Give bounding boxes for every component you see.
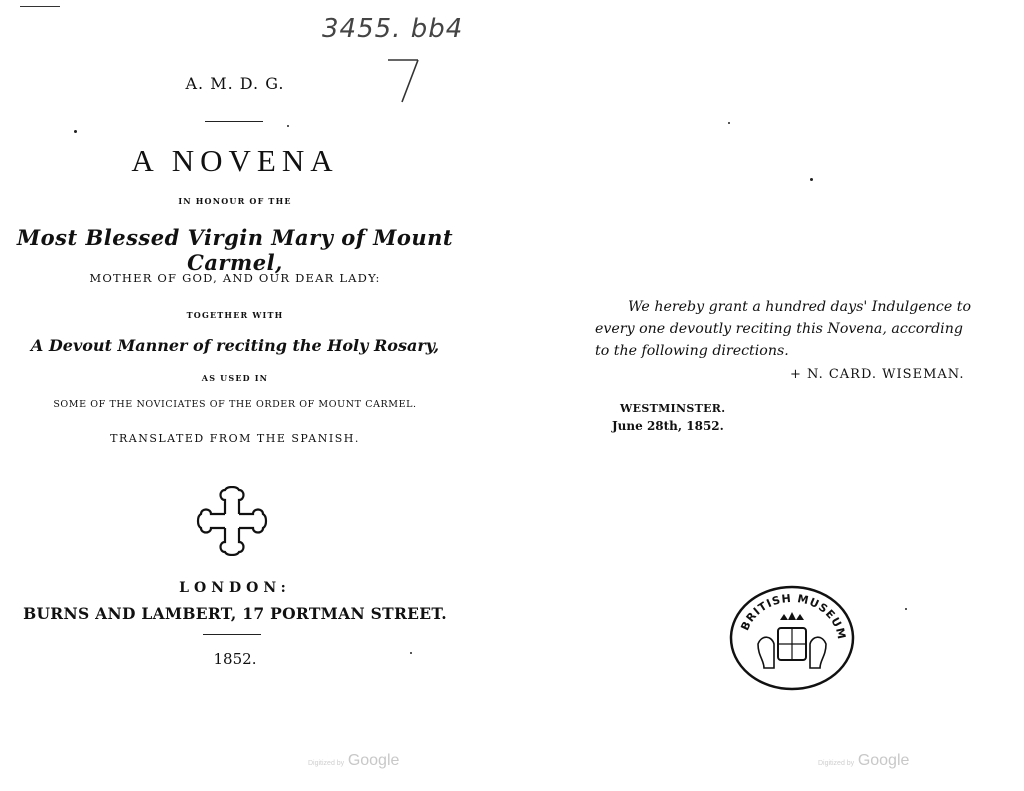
rosary-line: A Devout Manner of reciting the Holy Rosary,: [30, 336, 440, 355]
indulgence-text: [595, 296, 995, 362]
indulgence-line: We hereby grant a hundred days' Indulgence to: [628, 299, 972, 315]
google-text: Google: [857, 752, 910, 769]
cross-ornament-icon: [195, 486, 269, 556]
date-line: June 28th, 1852.: [612, 419, 724, 433]
corner-mark: [20, 6, 60, 7]
in-honour-line: IN HONOUR OF THE: [178, 196, 292, 206]
speck: [905, 608, 907, 610]
signature-line: + N. CARD. WISEMAN.: [790, 367, 965, 382]
google-text: Google: [347, 752, 400, 769]
left-page: [0, 0, 470, 791]
divider-bottom: [203, 634, 261, 635]
speck: [728, 122, 730, 124]
year-line: 1852.: [213, 650, 257, 668]
mother-line: MOTHER OF GOD, AND OUR DEAR LADY:: [89, 271, 381, 285]
digitized-by-text: Digitized by: [308, 760, 345, 767]
place-line: WESTMINSTER.: [620, 402, 726, 415]
page-title: A NOVENA: [131, 143, 339, 178]
speck: [287, 125, 289, 127]
dedication-line: Most Blessed Virgin Mary of Mount Carmel,: [16, 225, 454, 275]
as-used-in-line: AS USED IN: [201, 373, 269, 383]
speck: [810, 178, 813, 181]
right-page: [500, 0, 1024, 791]
amdg-heading: A. M. D. G.: [185, 74, 285, 93]
novitiates-line: SOME OF THE NOVICIATES OF THE ORDER OF MOUNT CARMEL.: [53, 399, 417, 410]
british-museum-stamp-icon: [728, 584, 856, 692]
handwritten-shelfmark: 3455. bb4: [322, 14, 464, 44]
together-with-line: TOGETHER WITH: [186, 310, 284, 320]
city-line: LONDON:: [179, 580, 291, 596]
svg-text:BRITISH MUSEUM: BRITISH MUSEUM: [738, 591, 849, 642]
indulgence-line: every one devoutly reciting this Novena, according: [595, 321, 963, 337]
indulgence-line: to the following directions.: [595, 343, 789, 359]
translated-line: TRANSLATED FROM THE SPANISH.: [110, 432, 360, 445]
digitized-watermark: [818, 752, 909, 770]
speck: [74, 130, 77, 133]
digitized-watermark: [308, 752, 399, 770]
digitized-by-text: Digitized by: [818, 760, 855, 767]
publisher-line: BURNS AND LAMBERT, 17 PORTMAN STREET.: [23, 604, 447, 623]
speck: [410, 652, 412, 654]
divider: [205, 121, 263, 122]
